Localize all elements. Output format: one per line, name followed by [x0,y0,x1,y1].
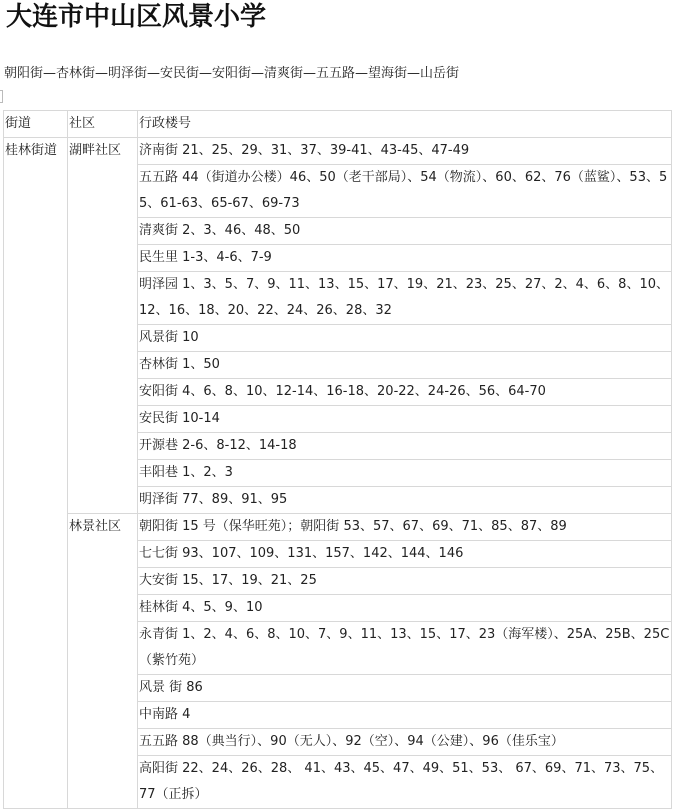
building-numbers-cell: 济南街 21、25、29、31、37、39-41、43-45、47-49 [138,138,672,165]
building-numbers-cell: 风景 街 86 [138,675,672,702]
building-numbers-cell: 杏林街 1、50 [138,352,672,379]
collapsed-element-marker [0,90,3,103]
table-row [4,138,672,165]
building-numbers-cell: 五五路 44（街道办公楼）46、50（老干部局）、54（物流）、60、62、76（蓝鲨）、53、55、61-63、65-67、69-73 [138,165,672,218]
building-numbers-cell: 明泽街 77、89、91、95 [138,487,672,514]
page-title: 大连市中山区风景小学 [6,2,267,32]
building-numbers-cell: 安民街 10-14 [138,406,672,433]
building-numbers-cell: 中南路 4 [138,702,672,729]
community-cell: 湖畔社区 [68,138,138,514]
building-numbers-cell: 清爽街 2、3、46、48、50 [138,218,672,245]
building-numbers-cell: 永青街 1、2、4、6、8、10、7、9、11、13、15、17、23（海军楼）、25A、25B、25C（紫竹苑） [138,622,672,675]
table-header-row [4,111,672,138]
building-numbers-cell: 五五路 88（典当行）、90（无人）、92（空）、94（公建）、96（佳乐宝） [138,729,672,756]
building-numbers-cell: 高阳街 22、24、26、28、 41、43、45、47、49、51、53、 67、69、71、73、75、77（正拆） [138,756,672,809]
building-numbers-cell: 安阳街 4、6、8、10、12-14、16-18、20-22、24-26、56、64-70 [138,379,672,406]
header-street: 街道 [4,111,68,138]
route-description: 朝阳街—杏林街—明泽街—安民街—安阳街—清爽街—五五路—望海街—山岳街 [4,66,460,81]
community-cell: 林景社区 [68,514,138,809]
building-numbers-cell: 开源巷 2-6、8-12、14-18 [138,433,672,460]
building-numbers-cell: 桂林街 4、5、9、10 [138,595,672,622]
header-building-numbers: 行政楼号 [138,111,672,138]
building-numbers-cell: 朝阳街 15 号（保华旺苑）；朝阳街 53、57、67、69、71、85、87、89 [138,514,672,541]
table-row [4,514,672,541]
school-zone-table [3,110,672,809]
building-numbers-cell: 七七街 93、107、109、131、157、142、144、146 [138,541,672,568]
building-numbers-cell: 风景街 10 [138,325,672,352]
street-cell: 桂林街道 [4,138,68,809]
building-numbers-cell: 民生里 1-3、4-6、7-9 [138,245,672,272]
header-community: 社区 [68,111,138,138]
building-numbers-cell: 明泽园 1、3、5、7、9、11、13、15、17、19、21、23、25、27、2、4、6、8、10、12、16、18、20、22、24、26、28、32 [138,272,672,325]
building-numbers-cell: 丰阳巷 1、2、3 [138,460,672,487]
building-numbers-cell: 大安街 15、17、19、21、25 [138,568,672,595]
